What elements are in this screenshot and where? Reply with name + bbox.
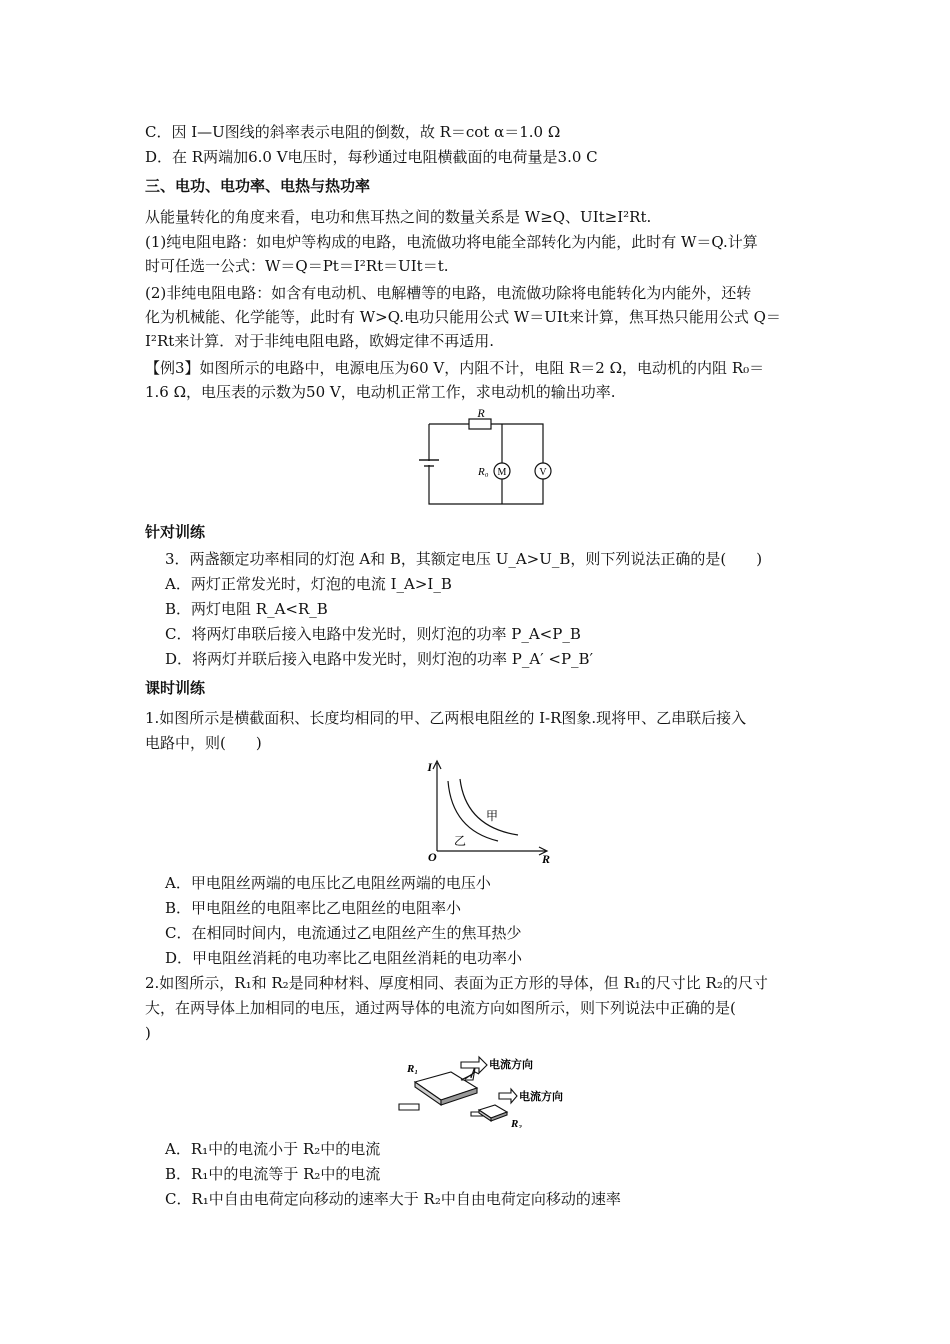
example-3-line-2: 1.6 Ω，电压表的示数为50 V，电动机正常工作，求电动机的输出功率. xyxy=(145,383,616,401)
conductor-blocks-figure xyxy=(395,1052,595,1128)
paragraph-pure-1: (1)纯电阻电路：如电炉等构成的电路，电流做功将电能全部转化为内能，此时有 W＝Q.计算 xyxy=(145,233,758,251)
question-1-stem-1: 1.如图所示是横截面积、长度均相同的甲、乙两根电阻丝的 I-R图象.现将甲、乙串联后接入 xyxy=(145,709,747,727)
option-d-prev: D．在 R两端加6.0 V电压时，每秒通过电阻横截面的电荷量是3.0 C xyxy=(145,148,598,166)
origin-label: O xyxy=(428,850,437,864)
section-heading-3: 三、电功、电功率、电热与热功率 xyxy=(145,177,371,195)
circuit-diagram xyxy=(415,408,560,510)
y-axis-label: I xyxy=(427,760,432,774)
question-3-option-d: D．将两灯并联后接入电路中发光时，则灯泡的功率 P_A′ <P_B′ xyxy=(165,650,593,668)
curve-yi-label: 乙 xyxy=(454,834,467,848)
block-r2-label: R₂ xyxy=(511,1118,523,1128)
x-axis-label: R xyxy=(542,852,551,865)
question-2-option-c: C．R₁中自由电荷定向移动的速率大于 R₂中自由电荷定向移动的速率 xyxy=(165,1190,621,1208)
section-targeted-practice: 针对训练 xyxy=(145,523,206,541)
question-2-option-b: B．R₁中的电流等于 R₂中的电流 xyxy=(165,1165,381,1183)
curve-jia-label: 甲 xyxy=(486,809,499,823)
question-2-stem-3: ) xyxy=(145,1024,151,1042)
question-2-stem-2: 大，在两导体上加相同的电压，通过两导体的电流方向如图所示，则下列说法中正确的是( xyxy=(145,999,736,1017)
motor-symbol: M xyxy=(497,467,507,478)
question-3-option-a: A．两灯正常发光时，灯泡的电流 I_A>I_B xyxy=(165,575,452,593)
block-r1-label: R₁ xyxy=(407,1063,419,1075)
option-c-prev: C．因 I—U图线的斜率表示电阻的倒数，故 R＝cot α＝1.0 Ω xyxy=(145,123,561,141)
current-direction-label-2: 电流方向 xyxy=(519,1091,563,1103)
question-1-option-a: A．甲电阻丝两端的电压比乙电阻丝两端的电压小 xyxy=(165,874,491,892)
current-direction-label-1: 电流方向 xyxy=(489,1059,533,1071)
example-3-line-1: 【例3】如图所示的电路中，电源电压为60 V，内阻不计，电阻 R＝2 Ω，电动机的内阻 R₀＝ xyxy=(145,359,765,377)
paragraph-energy: 从能量转化的角度来看，电功和焦耳热之间的数量关系是 W≥Q、UIt≥I²Rt. xyxy=(145,208,652,226)
question-2-option-a: A．R₁中的电流小于 R₂中的电流 xyxy=(165,1140,381,1158)
section-homework: 课时训练 xyxy=(145,679,206,697)
paragraph-nonpure-2: 化为机械能、化学能等，此时有 W>Q.电功只能用公式 W＝UIt来计算，焦耳热只能用公式 Q＝ xyxy=(145,308,781,326)
ir-graph-figure xyxy=(420,755,555,865)
question-1-option-c: C．在相同时间内，电流通过乙电阻丝产生的焦耳热少 xyxy=(165,924,522,942)
question-2-stem-1: 2.如图所示，R₁和 R₂是同种材料、厚度相同、表面为正方形的导体，但 R₁的尺寸比 R₂的尺寸 xyxy=(145,974,768,992)
paragraph-nonpure-3: I²Rt来计算．对于非纯电阻电路，欧姆定律不再适用. xyxy=(145,332,495,350)
motor-resistance-label: R₀ xyxy=(478,466,489,478)
question-3-option-c: C．将两灯串联后接入电路中发光时，则灯泡的功率 P_A<P_B xyxy=(165,625,581,643)
paragraph-pure-2: 时可任选一公式：W＝Q＝Pt＝I²Rt＝UIt＝t. xyxy=(145,257,449,275)
question-1-option-b: B．甲电阻丝的电阻率比乙电阻丝的电阻率小 xyxy=(165,899,462,917)
question-3-option-b: B．两灯电阻 R_A<R_B xyxy=(165,600,328,618)
resistor-r-label: R xyxy=(477,408,485,420)
voltmeter-symbol: V xyxy=(539,467,547,478)
question-1-stem-2: 电路中，则( ) xyxy=(145,734,262,752)
question-1-option-d: D．甲电阻丝消耗的电功率比乙电阻丝消耗的电功率小 xyxy=(165,949,523,967)
paragraph-nonpure-1: (2)非纯电阻电路：如含有电动机、电解槽等的电路，电流做功除将电能转化为内能外，还转 xyxy=(145,284,752,302)
question-3-stem: 3．两盏额定功率相同的灯泡 A和 B，其额定电压 U_A>U_B，则下列说法正确的是( ) xyxy=(165,550,763,568)
